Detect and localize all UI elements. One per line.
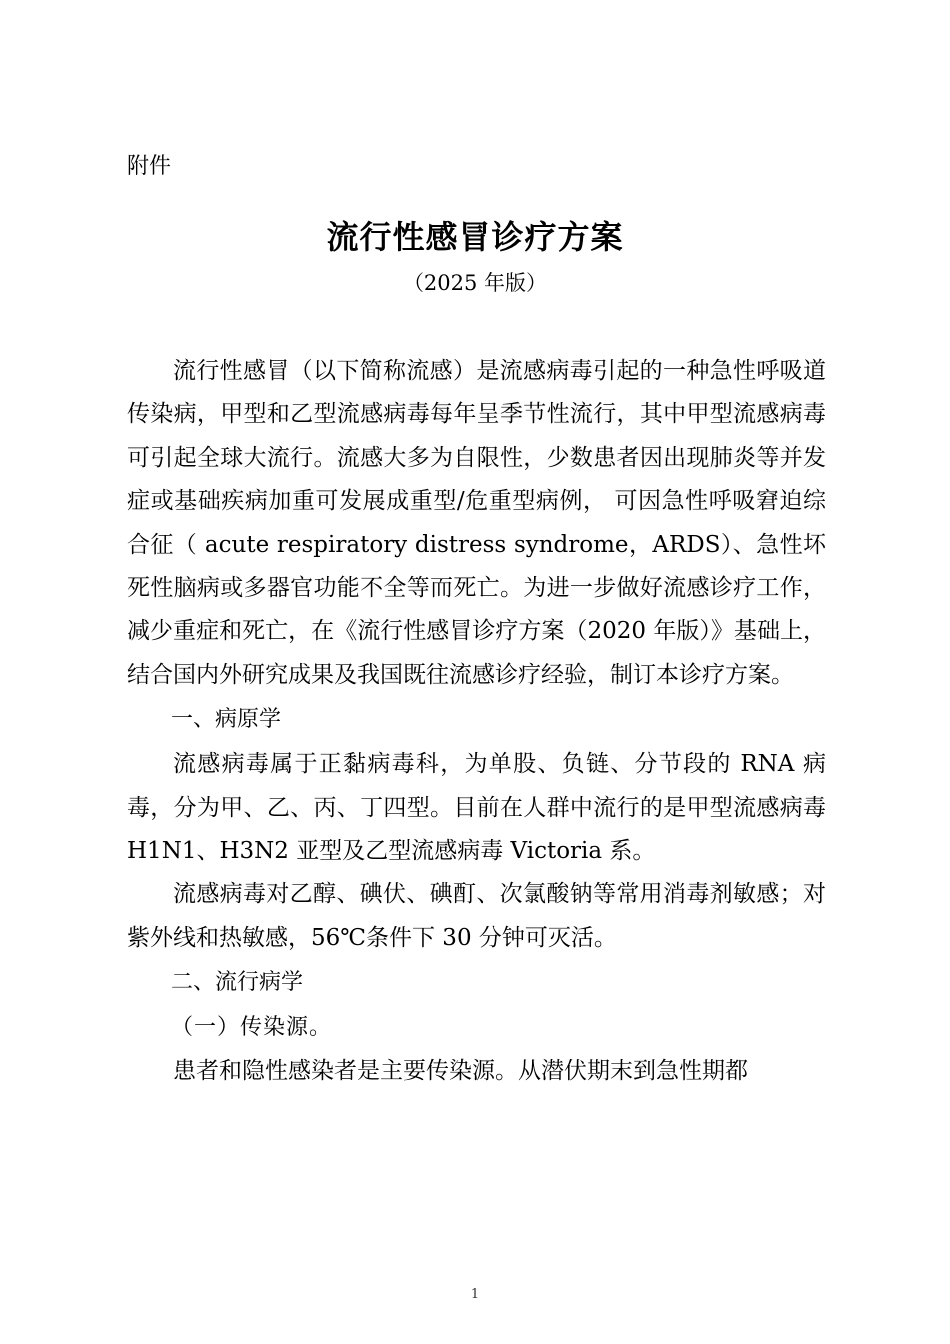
section-heading-pathogen: 一、病原学 xyxy=(171,707,282,733)
section-heading-epidemiology: 二、流行病学 xyxy=(171,970,304,996)
document-title: 流行性感冒诊疗方案 xyxy=(326,218,624,256)
source-paragraph: 患者和隐性感染者是主要传染源。从潜伏期末到急性期都 xyxy=(173,1058,748,1085)
subsection-heading-source: （一）传染源。 xyxy=(171,1015,333,1041)
attachment-label: 附件 xyxy=(127,154,172,179)
document-subtitle: （2025 年版） xyxy=(402,271,548,295)
pathogen-paragraph-2: 流感病毒对乙醇、碘伏、碘酊、次氯酸钠等常用消毒剂敏感；对紫外线和热敏感，56℃条件下 30 分钟可灭活。 xyxy=(127,881,826,951)
page-number: 1 xyxy=(470,1287,480,1302)
pathogen-paragraph-1: 流感病毒属于正黏病毒科，为单股、负链、分节段的 RNA 病毒，分为甲、乙、丙、丁四型。目前在人群中流行的是甲型流感病毒 H1N1、H3N2 亚型及乙型流感病毒 Victoria 系。 xyxy=(127,751,826,865)
document-body xyxy=(127,350,826,1094)
intro-paragraph: 流行性感冒（以下简称流感）是流感病毒引起的一种急性呼吸道传染病，甲型和乙型流感病毒每年呈季节性流行，其中甲型流感病毒可引起全球大流行。流感大多为自限性，少数患者因出现肺炎等并发症或基础疾病加重可发展成重型/危重型病例， 可因急性呼吸窘迫综合征（ acute respiratory distress syndrome，ARDS）、急性坏死性脑病或多器官功能不全等而死亡。为进一步做好流感诊疗工作，减少重症和死亡，在《流行性感冒诊疗方案（2020 年版）》基础上，结合国内外研究成果及我国既往流感诊疗经验，制订本诊疗方案。 xyxy=(127,358,826,688)
